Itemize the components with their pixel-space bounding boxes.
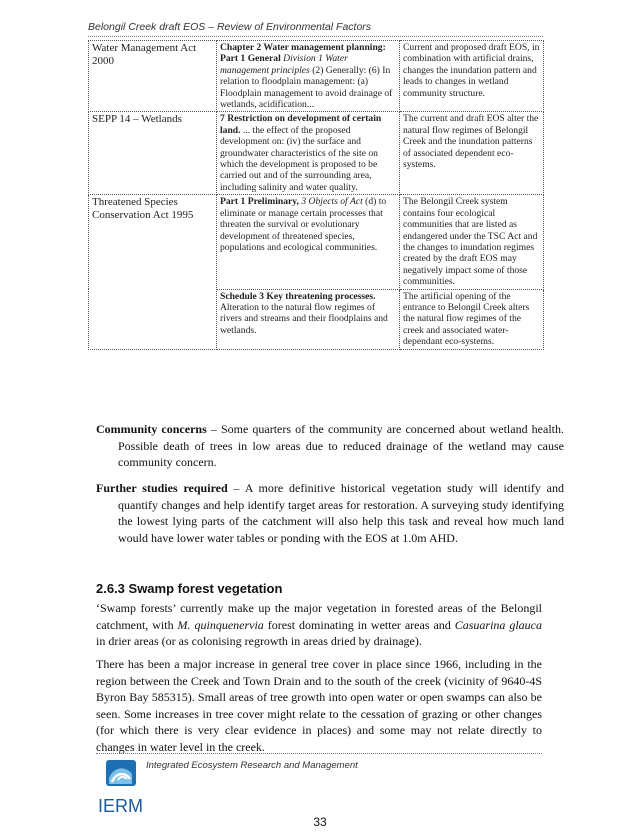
running-header: Belongil Creek draft EOS – Review of Environmental Factors [88,21,543,37]
legislation-table [88,40,544,350]
ierm-logo-icon [96,760,148,818]
swamp-forest-paragraph-1 [96,600,542,650]
table-row [89,195,544,289]
provision-cell [217,112,400,195]
further-studies-paragraph [96,480,564,546]
legislation-cell: Threatened Species Conservation Act 1995 [89,195,217,349]
community-concerns-text: – Some quarters of the community are concerned about wetland health. Possible death of trees in low areas due to reduced drainage of the wetland may cause community concern. [118,422,564,469]
provision-cell [217,195,400,289]
page-number: 33 [313,815,327,829]
species-name: M. quinquenervia [177,617,264,632]
legislation-cell: Water Management Act 2000 [89,41,217,112]
community-concerns-paragraph [96,421,564,471]
section-heading: 2.6.3 Swamp forest vegetation [96,581,283,596]
provision-title: Part 1 Preliminary, [220,196,299,208]
provision-text: (2) Generally: (6) In relation to floodplain management: (a) Floodplain management to avoid drainage of wetlands, acidification... [220,64,393,111]
footer-divider [96,753,542,754]
provision-text: (d) to eliminate or manage certain processes that threaten the survival or evolutionary development of threatened species, populations and ecological communities. [220,196,387,253]
provision-division: 3 Objects of Act [301,196,363,208]
effect-cell: The current and draft EOS alter the natural flow regimes of Belongil Creek and the inundation patterns of associated dependent eco-systems. [400,112,544,195]
community-concerns-label: Community concerns [96,422,207,436]
effect-cell: The artificial opening of the entrance to Belongil Creek alters the natural flow regimes of the creek and associated water-dependant eco-systems. [400,289,544,349]
provision-title: Chapter 2 Water management planning: Part 1 General [220,42,386,65]
provision-title: 7 Restriction on development of certain land. [220,113,382,136]
effect-cell: Current and proposed draft EOS, in combination with artificial drains, changes the inundation pattern and leads to changes in wetland community structure. [400,41,544,112]
provision-cell [217,289,400,349]
further-studies-label: Further studies required [96,481,228,495]
further-studies-text: – A more definitive historical vegetation study will identify and quantify changes and help identify target areas for restoration. A surveying study identifying the lowest lying parts of the catchment will also help this task and reveal how much land would have lower water tables or ponding with the EOS at 1.0m AHD. [118,481,564,545]
table-row [89,41,544,112]
paragraph-text: forest dominating in wetter areas and [263,617,455,632]
logo-text: IERM [98,796,143,816]
footer-organisation: Integrated Ecosystem Research and Management [146,760,358,771]
provision-text: Alteration to the natural flow regimes of rivers and streams and their floodplains and wetlands. [220,301,388,336]
effect-cell: The Belongil Creek system contains four ecological communities that are listed as endangered under the TSC Act and the changes to inundation regimes created by the draft EOS may negatively impact some of those communities. [400,195,544,289]
paragraph-text: in drier areas (or as colonising regrowth in areas dried by drainage). [96,634,422,648]
swamp-forest-paragraph-2: There has been a major increase in general tree cover in place since 1966, including in the region between the Creek and Town Drain and to the south of the creek (vicinity of 9640-4S Byron Bay 585315). Small areas of tree growth into open water or open swamps can also be seen. Some increases in tree cover might relate to the cessation of grazing or other changes (for which there is very clear evidence in places) and some may not relate directly to changes in water level in the creek. [96,657,542,754]
paragraph-text: ‘Swamp forests’ currently make up the major vegetation in forested areas of the Belongil catchment, with [96,601,542,632]
legislation-cell: SEPP 14 – Wetlands [89,112,217,195]
table-row [89,112,544,195]
provision-title: Schedule 3 Key threatening processes. [220,290,376,302]
provision-division: Division 1 Water management principles [220,53,348,76]
provision-cell [217,41,400,112]
species-name: Casuarina glauca [454,617,543,632]
provision-text: ... the effect of the proposed development on: (iv) the surface and groundwater characteristics of the site on which the development is proposed to be carried out and of the surrounding area, including salinity and water quality. [220,124,378,193]
